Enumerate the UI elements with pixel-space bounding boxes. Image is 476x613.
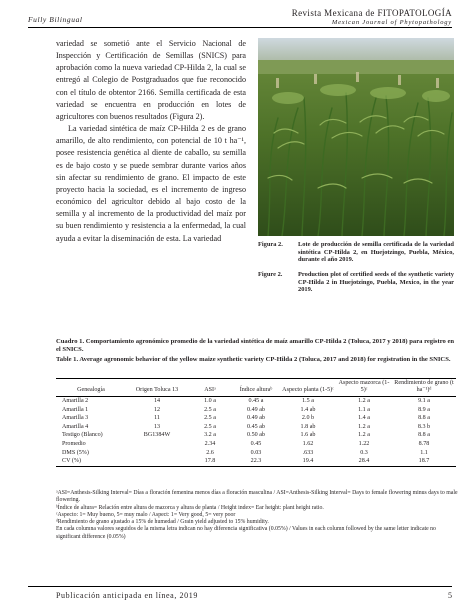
body-column	[56, 38, 246, 245]
table-cell: 1.6 ab	[300, 432, 316, 439]
footnote: ᵃASI=Anthesis-Silking Interval= Días a floración femenina menos días a floración masculina / ASI=Anthesis-Silking Interval= Days to female flowering minus days to male flowering.	[56, 490, 458, 504]
table-cell	[126, 449, 188, 458]
table-cell: 2.6	[206, 449, 214, 456]
table-row	[56, 457, 456, 466]
running-header-authors: Fully Bilingual	[28, 15, 83, 24]
table-cell: 1.4 ab	[300, 406, 316, 413]
column-header: Rendimiento de grano (t ha⁻¹)ᵈ	[392, 379, 456, 397]
table-cell: 1.62	[302, 440, 314, 447]
page-number: 5	[448, 591, 452, 600]
table-cell: 8.3 b	[417, 423, 431, 430]
table-cell: 1.2 a	[358, 398, 370, 404]
table-cell: 2.5 a	[204, 406, 216, 413]
table-cell: 2.0 b	[301, 415, 315, 422]
table-cell: 3.2 a	[204, 432, 216, 439]
maize-field-photo	[258, 38, 454, 236]
figure-photo	[258, 38, 454, 236]
table-cell: Amarilla 3	[62, 415, 89, 422]
table-cell: .633	[302, 449, 314, 456]
table-cell: 2.5 a	[204, 415, 216, 422]
table-row	[56, 406, 456, 415]
caption-text: Production plot of certified seeds of the synthetic variety CP-Hilda 2 in Huejotzingo, Puebla, Mexico, in the year 2019.	[298, 271, 454, 294]
table-cell: 0.3	[360, 449, 368, 456]
table-cell: 13	[153, 423, 161, 430]
table-cell: 17.8	[188, 457, 232, 466]
journal-title-en: Mexican Journal of Phytopathology	[331, 19, 452, 26]
table-cell: 1.8 ab	[300, 423, 316, 430]
table-cell: 18.7	[392, 457, 456, 466]
column-header: Índice alturaᵇ	[232, 379, 280, 397]
table-cell	[126, 440, 188, 449]
figure-caption-en	[258, 271, 454, 301]
table-cell: 1.0 a	[204, 398, 216, 404]
figure-label: Figure 2.	[258, 271, 283, 278]
table-cell: 1.1	[420, 449, 428, 456]
figure-caption-es	[258, 241, 454, 271]
table-cell: 22.3	[232, 457, 280, 466]
figure-label: Figura 2.	[258, 241, 283, 248]
table-cell: 1.1 a	[358, 406, 370, 413]
table-row	[56, 423, 456, 432]
column-header: Aspecto planta (1-5)ᶜ	[280, 379, 336, 397]
table-cell: DMS (5%)	[62, 449, 89, 456]
caption-text: Lote de producción de semilla certificada de la variedad sintética CP-Hilda 2, en Huejotzingo, Puebla, México, durante el año 2019.	[298, 241, 454, 264]
table-footnotes	[56, 490, 460, 541]
journal-header	[292, 8, 452, 26]
body-paragraph: variedad se sometió ante el Servicio Nacional de Inspección y Certificación de Semillas (SNICS) para aprobación como la nueva variedad CP-Hilda 2, la cual se entregó al Colegio de Postgraduados que fue reconocido con el título de obtentor 2166. Semilla certificada de esta variedad se encuentra en producción en lotes de agricultores con buenos resultados (Figura 2).	[56, 39, 246, 121]
table-cell: CV (%)	[56, 457, 126, 466]
table-cell: 0.49 ab	[247, 415, 265, 422]
table-cell: 2.5 a	[204, 423, 216, 430]
table-cell: 8.8 a	[418, 415, 430, 422]
table-title-es: Cuadro 1. Comportamiento agronómico promedio de la variedad sintética de maíz amarillo CP-Hilda 2 (Toluca, 2017 y 2018) para registro en el SNICS.	[56, 338, 455, 354]
footnote: ᶜAspecto: 1= Muy bueno, 5= muy malo / Aspect: 1= Very good, 5= very poor	[56, 511, 236, 518]
data-table	[56, 378, 456, 467]
table-cell: 1.2 a	[358, 432, 370, 439]
column-header: Genealogía	[56, 379, 126, 397]
table-cell: 1.22	[358, 440, 370, 447]
table-cell: 0.45 a	[248, 398, 264, 404]
column-header: Origen Toluca 13	[126, 379, 188, 397]
table-title-en: Table 1. Average agronomic behavior of the yellow maize synthetic variety CP-Hilda 2 (Toluca, 2017 and 2018) for registration in the SNICS.	[56, 356, 451, 363]
table-cell: 0.45	[250, 440, 262, 447]
table-cell: Amarilla 1	[62, 406, 89, 413]
footnote: En cada columna valores seguidos de la misma letra indican no hay diferencia significativa (0.05%) / Values in each column followed by the same letter indicate no significant difference (0.05%)	[56, 526, 436, 540]
table-cell: Testigo (Blanco)	[62, 432, 103, 439]
table-cell: 19.4	[280, 457, 336, 466]
table-container	[56, 378, 456, 467]
table-cell: 8.9 a	[418, 406, 430, 413]
table-cell: 14	[153, 398, 161, 404]
table-cell: 0.45 ab	[247, 423, 265, 430]
column-header: ASIᵃ	[188, 379, 232, 397]
table-cell: 11	[154, 415, 160, 422]
column-header: Aspecto mazorca (1-5)ᶜ	[336, 379, 392, 397]
table-cell: Promedio	[62, 440, 86, 447]
table-cell: Amarilla 2	[62, 398, 89, 404]
table-cell: 8.78	[418, 440, 430, 447]
table-cell: 1.2 a	[358, 423, 370, 430]
table-cell: 0.49 ab	[247, 406, 265, 413]
footnote: ᵈRendimiento de grano ajustado a 15% de humedad / Grain yield adjusted to 15% humidity.	[56, 519, 269, 526]
header-rule	[28, 27, 452, 28]
table-cell	[126, 457, 188, 466]
table-cell: 1.4 a	[358, 415, 370, 422]
table-cell: 8.8 a	[418, 432, 430, 439]
table-row	[56, 449, 456, 458]
table-cell: 2.34	[204, 440, 216, 447]
footer-publication-note: Publicación anticipada en línea, 2019	[56, 591, 198, 600]
table-row	[56, 431, 456, 440]
table-cell: 1.5 a	[302, 398, 314, 404]
table-cell: Amarilla 4	[62, 423, 89, 430]
table-cell: 28.4	[336, 457, 392, 466]
table-cell: 12	[153, 406, 161, 413]
table-row	[56, 414, 456, 423]
table-cell: 0.03	[250, 449, 262, 456]
footer-rule	[28, 586, 452, 587]
journal-title: Revista Mexicana de FITOPATOLOGÍA	[291, 8, 452, 18]
table-header-row	[56, 379, 456, 397]
table-cell: 9.1 a	[418, 398, 430, 404]
footnote: ᵇÍndice de altura= Relación entre altura de mazorca y altura de planta / Height index= Ear height: plant height ratio.	[56, 504, 324, 511]
table-cell: 0.50 ab	[247, 432, 265, 439]
table-cell: BG1384W	[143, 432, 171, 439]
table-row	[56, 397, 456, 406]
table-row	[56, 440, 456, 449]
body-paragraph: La variedad sintética de maíz CP-Hilda 2 es de grano amarillo, de alto rendimiento, con potencial de 10 t ha⁻¹, posee resistencia genética al diente de caballo, su semilla es de bajo costo y se puede sembrar durante varios años sin afectar su rendimiento de grano. El impacto de este proyecto hacia la sociedad, es el incremento de ingreso económico del agricultor debido al bajo costo de la semilla y al incremento de la productividad del maíz por su buen rendimiento y resistencia a la enfermedad, la cual ayuda a evitar la diseminación de esta. La variedad	[56, 124, 246, 243]
